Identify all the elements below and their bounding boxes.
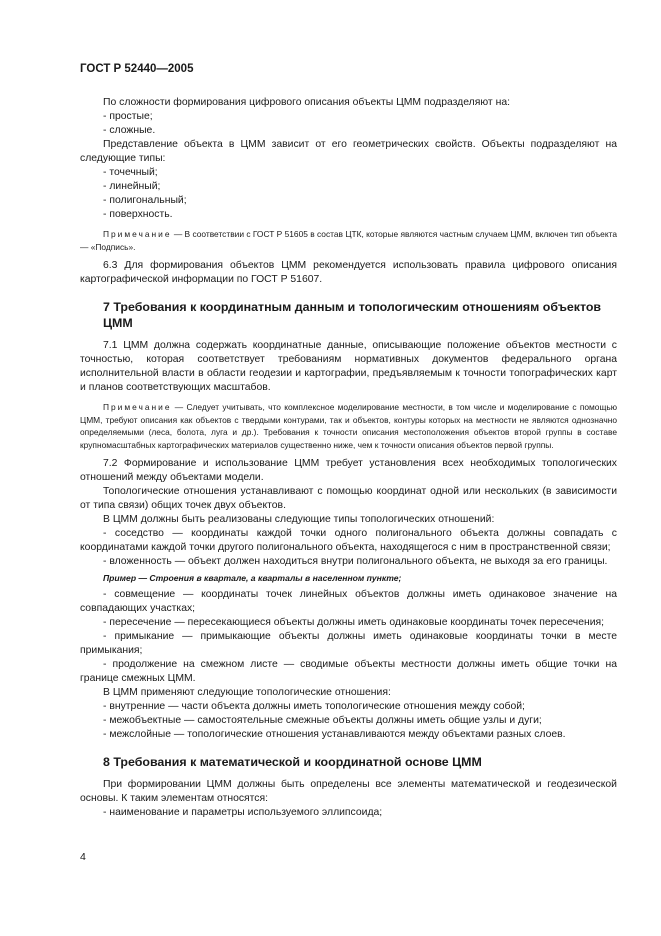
list-item: - продолжение на смежном листе — сводимые объекты местности должны иметь общие точки на границе смежных ЦММ. — [80, 659, 617, 684]
note-text: — Следует учитывать, что комплексное моделирование местности, в том числе и моделирование с помощью ЦММ, требуют описания как объектов с твердыми контурами, так и объектов, контуры которых на местности не являются однозначно определяемыми (леса, болота, луга и др.). Требования к точности описания местоположения объектов второй группы в составе крупномасштабных картографических материалов существенно ниже, чем к точности описания объектов первой группы. — [80, 402, 617, 450]
list-item: - линейный; — [103, 181, 161, 192]
list-item: - наименование и параметры используемого эллипсоида; — [103, 807, 383, 818]
note-text: — В соответствии с ГОСТ Р 51605 в состав ЦТК, которые являются частным случаем ЦММ, включен тип объекта — «Подпись». — [80, 229, 617, 252]
list-item: - пересечение — пересекающиеся объекты должны иметь одинаковые координаты точек пересечения; — [103, 617, 605, 628]
list-item: - сложные. — [103, 125, 156, 136]
list-item: - совмещение — координаты точек линейных объектов должны иметь одинаковое значение на совпадающих участках; — [80, 589, 617, 614]
page-body — [80, 96, 617, 820]
note — [80, 401, 617, 451]
paragraph: Представление объекта в ЦММ зависит от его геометрических свойств. Объекты подразделяют на следующие типы: — [80, 139, 617, 164]
list-item: - поверхность. — [103, 209, 173, 220]
list-item: - примыкание — примыкающие объекты должны иметь одинаковые координаты точки в месте примыкания; — [80, 631, 617, 656]
paragraph-7-2: 7.2 Формирование и использование ЦММ требует установления всех необходимых топологических отношений между объектами модели. — [80, 458, 617, 483]
note-label: Примечание — [103, 402, 172, 412]
list-item: - внутренние — части объекта должны иметь топологические отношения между собой; — [103, 701, 525, 712]
document-code-header: ГОСТ Р 52440—2005 — [80, 63, 194, 75]
paragraph: Топологические отношения устанавливают с помощью координат одной или нескольких (в зависимости от типа связи) общих точек двух объектов. — [80, 486, 617, 511]
paragraph: По сложности формирования цифрового описания объекты ЦММ подразделяют на: — [103, 97, 510, 108]
section-8-heading: 8 Требования к математической и координатной основе ЦММ — [103, 755, 482, 769]
example: Пример — Строения в квартале, а кварталы в населенном пункте; — [103, 573, 402, 583]
paragraph-6-3: 6.3 Для формирования объектов ЦММ рекомендуется использовать правила цифрового описания картографической информации по ГОСТ Р 51607. — [80, 260, 617, 285]
note-label: Примечание — [103, 229, 172, 239]
list-item: - полигональный; — [103, 195, 187, 206]
page-number: 4 — [80, 851, 86, 863]
list-item: - вложенность — объект должен находиться внутри полигонального объекта, не выходя за его границы. — [103, 556, 608, 567]
note — [80, 228, 617, 253]
paragraph: В ЦММ применяют следующие топологические отношения: — [103, 687, 391, 698]
list-item: - простые; — [103, 111, 153, 122]
list-item: - точечный; — [103, 167, 158, 178]
list-item: - соседство — координаты каждой точки одного полигонального объекта должны совпадать с координатами каждой точки другого полигонального объекта, находящегося с ним в пространственной связи; — [80, 528, 617, 553]
paragraph: При формировании ЦММ должны быть определены все элементы математической и геодезической основы. К таким элементам относятся: — [80, 779, 617, 804]
paragraph: В ЦММ должны быть реализованы следующие типы топологических отношений: — [103, 514, 495, 525]
list-item: - межслойные — топологические отношения устанавливаются между объектами разных слоев. — [103, 729, 566, 740]
paragraph-7-1: 7.1 ЦММ должна содержать координатные данные, описывающие положение объектов местности с точностью, которая соответствует требованиям нормативных документов федерального органа исполнительной власти в области геодезии и картографии, предъявляемым к точности топографических карт и планов соответствующих масштабов. — [80, 340, 617, 393]
list-item: - межобъектные — самостоятельные смежные объекты должны иметь общие узлы и дуги; — [103, 715, 542, 726]
section-7-heading: 7 Требования к координатным данным и топологическим отношениям объектов ЦММ — [103, 300, 602, 330]
